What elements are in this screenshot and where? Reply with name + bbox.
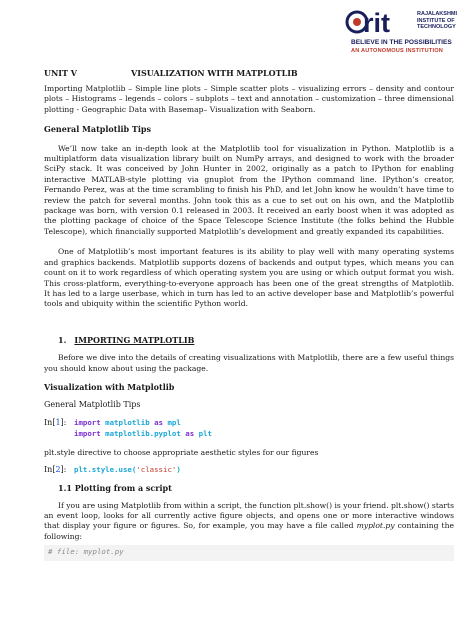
- cell-1-prompt: In[1]:: [44, 417, 67, 427]
- features-paragraph: One of Matplotlib’s most important features is its ability to play well with many operating systems and graphics backends. Matplotlib supports dozens of backends and output types, which means you can count on it to work regardless of which operating system you are using or which output format you wish. This cross-platform, everything-to-everyone approach has been one of the great strengths of Matplotlib. It has led to a large userbase, which in turn has led to an active developer base and Matplotlib’s powerful tools and ubiquity within the scientific Python world.: [44, 247, 454, 309]
- unit-label: UNIT V: [44, 68, 77, 78]
- sub-heading-tips: General Matplotlib Tips: [44, 400, 141, 410]
- institution-logo: [345, 8, 469, 58]
- code-cell-1: [44, 418, 454, 440]
- sub-section-heading: 1.1 Plotting from a script: [58, 483, 172, 494]
- document-body: [44, 68, 454, 561]
- style-note: plt.style directive to choose appropriate aesthetic styles for our figures: [44, 447, 319, 457]
- importing-intro: Before we dive into the details of creating visualizations with Matplotlib, there are a few useful things you should know about using the package.: [44, 353, 454, 373]
- script-paragraph: If you are using Matplotlib from within a script, the function plt.show() is your friend. plt.show() starts an event loop, looks for all currently active figure objects, and opens one or more interactive windows that display your figure or figures. So, for example, you may have a file called myplot.py containing the following:: [44, 500, 454, 541]
- cell-2-code: plt.style.use('classic'): [74, 465, 181, 475]
- logo-tagline: BELIEVE IN THE POSSIBILITIES: [351, 39, 452, 46]
- cell-1-line-2: import matplotlib.pyplot as plt: [74, 428, 212, 438]
- logo-autonomous: AN AUTONOMOUS INSTITUTION: [351, 48, 444, 54]
- sub-heading-visualization: Visualization with Matplotlib: [44, 381, 175, 392]
- unit-title: VISUALIZATION WITH MATPLOTLIB: [131, 68, 298, 78]
- syllabus-text: Importing Matplotlib – Simple line plots – Simple scatter plots – visualizing errors – density and contour plots – Histograms – legends – colors – subplots – text and annotation – customization – three dimensional plotting - Geographic Data with Basemap– Visualization with Seaborn.: [44, 84, 454, 114]
- logo-institution: RAJALAKSHMI INSTITUTE OF TECHNOLOGY: [417, 11, 458, 30]
- unit-header: [44, 68, 454, 82]
- cell-2-prompt: In[2]:: [44, 465, 67, 475]
- code-cell-2: [44, 465, 454, 477]
- logo-brand: rit: [363, 8, 390, 38]
- section-heading-tips: General Matplotlib Tips: [44, 124, 151, 135]
- cell-1-line-1: import matplotlib as mpl: [74, 417, 181, 427]
- code-comment-block: # file: myplot.py: [44, 545, 454, 561]
- history-paragraph: We’ll now take an in-depth look at the Matplotlib tool for visualization in Python. Matplotlib is a multiplatform data visualization library built on NumPy arrays, and designed to work with the broader SciPy stack. It was conceived by John Hunter in 2002, originally as a patch to IPython for enabling interactive MATLAB-style plotting via gnuplot from the IPython command line. IPython’s creator, Fernando Perez, was at the time scrambling to finish his PhD, and let John know he wouldn’t have time to review the patch for several months. John took this as a cue to set out on his own, and the Matplotlib package was born, with version 0.1 released in 2003. It received an early boost when it was adopted as the plotting package of choice of the Space Telescope Science Institute (the folks behind the Hubble Telescope), which financially supported Matplotlib’s development and greatly expanded its capabilities.: [44, 143, 454, 236]
- section-heading-importing: 1. IMPORTING MATPLOTLIB: [58, 334, 195, 345]
